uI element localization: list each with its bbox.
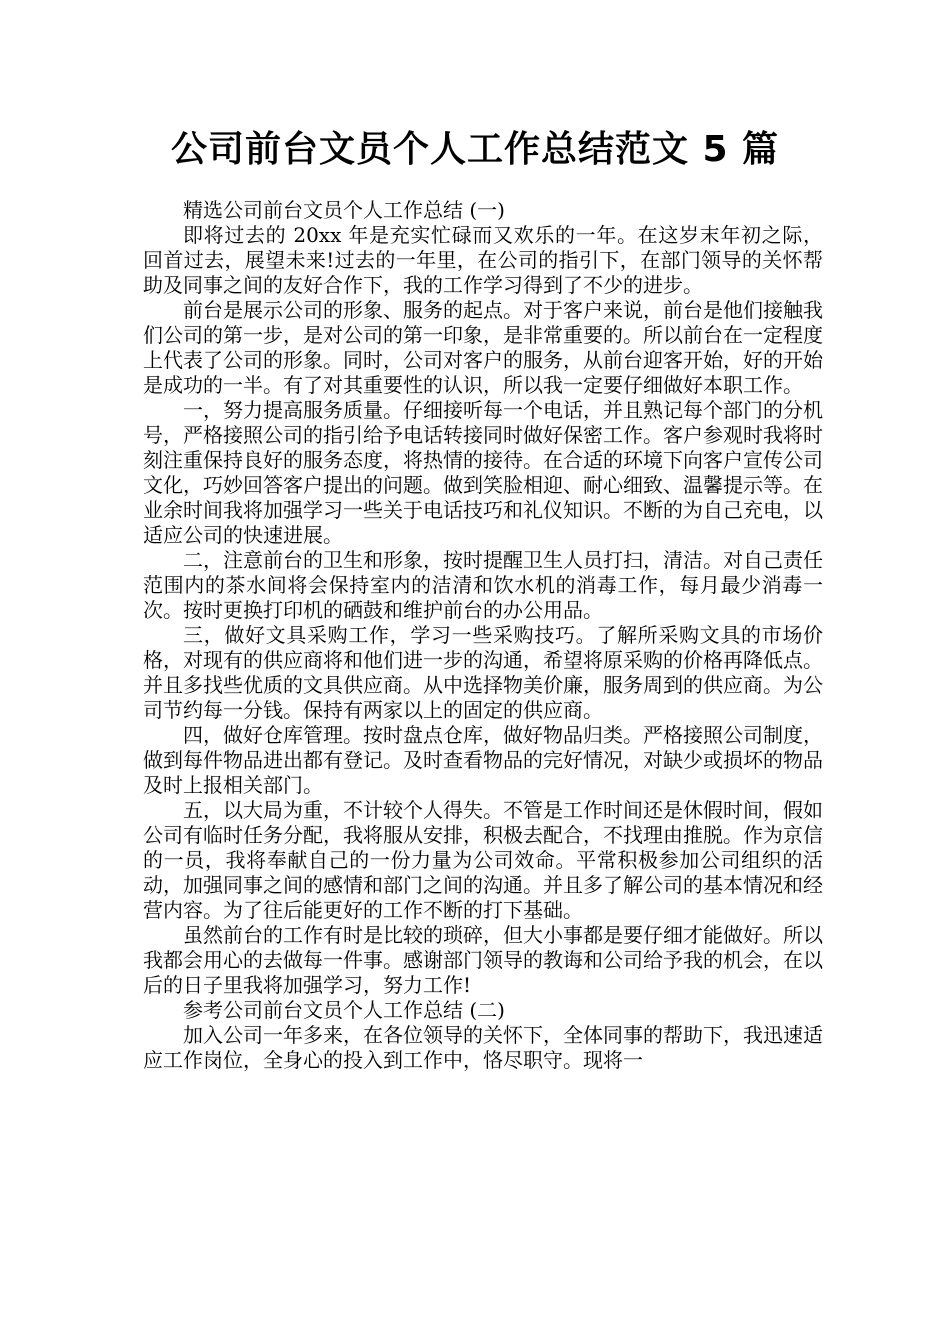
paragraph: 二，注意前台的卫生和形象，按时提醒卫生人员打扫，清洁。对自己责任范围内的茶水间将会保持室内的洁清和饮水机的消毒工作，每月最少消毒一次。按时更换打印机的硒鼓和维护前台的办公用品。: [143, 548, 823, 622]
paragraph: 精选公司前台文员个人工作总结 (一): [183, 198, 505, 222]
paragraph: 四，做好仓库管理。按时盘点仓库，做好物品归类。严格接照公司制度，做到每件物品进出都有登记。及时查看物品的完好情况，对缺少或损坏的物品及时上报相关部门。: [143, 723, 823, 797]
paragraph: 虽然前台的工作有时是比较的琐碎，但大小事都是要仔细才能做好。所以我都会用心的去做每一件事。感谢部门领导的教诲和公司给予我的机会，在以后的日子里我将加强学习，努力工作!: [143, 923, 823, 997]
paragraph: 即将过去的 20xx 年是充实忙碌而又欢乐的一年。在这岁末年初之际，回首过去，展望未来!过去的一年里，在公司的指引下，在部门领导的关怀帮助及同事之间的友好合作下，我的工作学习得到了不少的进步。: [143, 223, 823, 297]
paragraph: 五，以大局为重，不计较个人得失。不管是工作时间还是休假时间，假如公司有临时任务分配，我将服从安排，积极去配合，不找理由推脱。作为京信的一员，我将奉献自己的一份力量为公司效命。平常积极参加公司组织的活动，加强同事之间的感情和部门之间的沟通。并且多了解公司的基本情况和经营内容。为了往后能更好的工作不断的打下基础。: [143, 798, 823, 922]
document-body: [143, 198, 823, 1073]
paragraph: 三，做好文具采购工作，学习一些采购技巧。了解所采购文具的市场价格，对现有的供应商将和他们进一步的沟通，希望将原采购的价格再降低点。并且多找些优质的文具供应商。从中选择物美价廉，服务周到的供应商。为公司节约每一分钱。保持有两家以上的固定的供应商。: [143, 623, 823, 722]
document-title: 公司前台文员个人工作总结范文 5 篇: [170, 129, 780, 170]
paragraph: 参考公司前台文员个人工作总结 (二): [183, 998, 505, 1022]
paragraph: 加入公司一年多来，在各位领导的关怀下，全体同事的帮助下，我迅速适应工作岗位，全身心的投入到工作中，恪尽职守。现将一: [143, 1023, 823, 1072]
paragraph: 一，努力提高服务质量。仔细接听每一个电话，并且熟记每个部门的分机号，严格接照公司的指引给予电话转接同时做好保密工作。客户参观时我将时刻注重保持良好的服务态度，将热情的接待。在合适的环境下向客户宣传公司文化，巧妙回答客户提出的问题。做到笑脸相迎、耐心细致、温馨提示等。在业余时间我将加强学习一些关于电话技巧和礼仪知识。不断的为自己充电，以适应公司的快速进展。: [143, 398, 823, 547]
paragraph: 前台是展示公司的形象、服务的起点。对于客户来说，前台是他们接触我们公司的第一步，是对公司的第一印象，是非常重要的。所以前台在一定程度上代表了公司的形象。同时，公司对客户的服务，从前台迎客开始，好的开始是成功的一半。有了对其重要性的认识，所以我一定要仔细做好本职工作。: [143, 298, 823, 397]
